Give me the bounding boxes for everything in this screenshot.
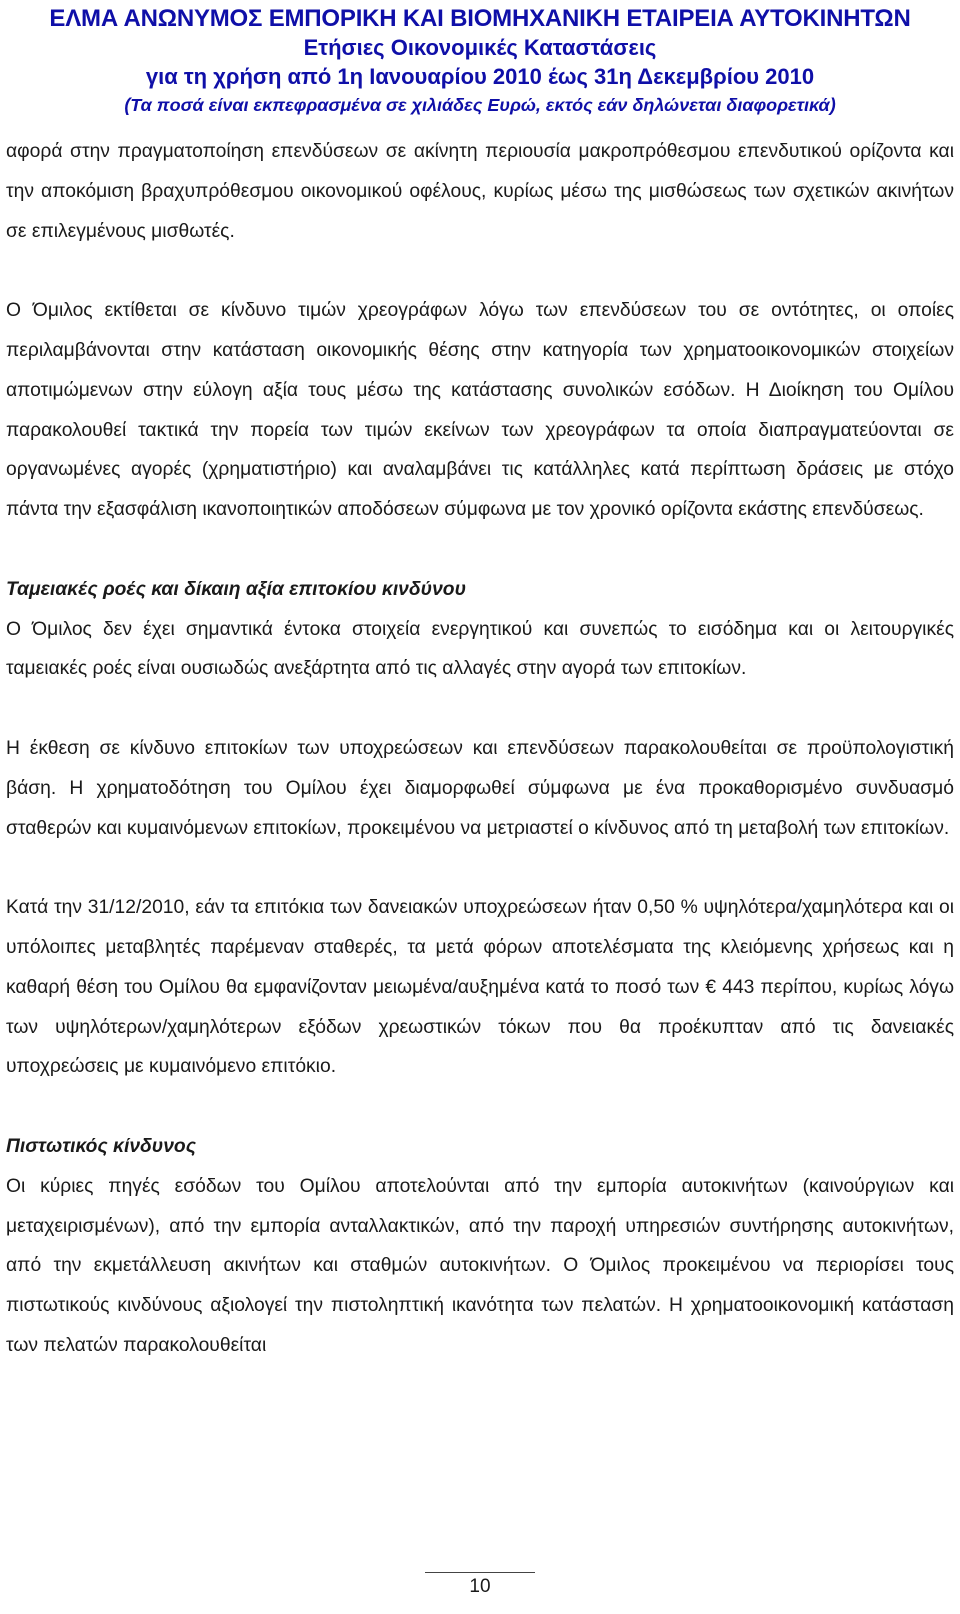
company-name: ΕΛΜΑ ΑΝΩΝΥΜΟΣ ΕΜΠΟΡΙΚΗ ΚΑΙ ΒΙΟΜΗΧΑΝΙΚΗ ΕΤΑΙΡΕΙΑ ΑΥΤΟΚΙΝΗΤΩΝ: [49, 5, 911, 32]
paragraph-interest-assets: Ο Όμιλος δεν έχει σημαντικά έντοκα στοιχεία ενεργητικού και συνεπώς το εισόδημα και οι λειτουργικές ταμειακές ροές είναι ουσιωδώς ανεξάρτητα από τις αλλαγές στην αγορά των επιτοκίων.: [6, 618, 954, 680]
heading-credit-risk: Πιστωτικός κίνδυνος: [6, 1135, 196, 1157]
document-body: [6, 132, 954, 1366]
paragraph-sensitivity: Κατά την 31/12/2010, εάν τα επιτόκια των δανειακών υποχρεώσεων ήταν 0,50 % υψηλότερα/χαμηλότερα και οι υπόλοιπες μεταβλητές παρέμεναν σταθερές, τα μετά φόρων αποτελέσματα της κλειόμενης χρήσεως και η καθαρή θέση του Ομίλου θα εμφανίζονταν μειωμένα/αυξημένα κατά το ποσό των € 443 περίπου, κυρίως λόγω των υψηλότερων/χαμηλότερων εξόδων χρεωστικών τόκων που θα προέκυπταν από τις δανειακές υποχρεώσεις με κυμαινόμενο επιτόκιο.: [6, 897, 954, 1078]
heading-interest-rate-risk: Ταμειακές ροές και δίκαιη αξία επιτοκίου κινδύνου: [6, 578, 466, 600]
paragraph-investment-property: αφορά στην πραγματοποίηση επενδύσεων σε ακίνητη περιουσία μακροπρόθεσμου επενδυτικού ορίζοντα και την αποκόμιση βραχυπρόθεσμου οικονομικού οφέλους, κυρίως μέσω της μισθώσεως των σχετικών ακινήτων σε επιλεγμένους μισθωτές.: [6, 141, 954, 242]
paragraph-interest-exposure: Η έκθεση σε κίνδυνο επιτοκίων των υποχρεώσεων και επενδύσεων παρακολουθείται σε προϋπολογιστική βάση. Η χρηματοδότηση του Ομίλου έχει διαμορφωθεί σύμφωνα με ένα προκαθορισμένο συνδυασμό σταθερών και κυμαινόμενων επιτοκίων, προκειμένου να μετριαστεί ο κίνδυνος από τη μεταβολή των επιτοκίων.: [6, 737, 954, 839]
report-period: για τη χρήση από 1η Ιανουαρίου 2010 έως 31η Δεκεμβρίου 2010: [145, 64, 815, 89]
paragraph-credit-risk: Οι κύριες πηγές εσόδων του Ομίλου αποτελούνται από την εμπορία αυτοκινήτων (καινούργιων και μεταχειρισμένων), από την εμπορία ανταλλακτικών, από την παροχή υπηρεσιών συντήρησης αυτοκινήτων, από την εκμετάλλευση ακινήτων και σταθμών αυτοκινήτων. Ο Όμιλος προκειμένου να περιορίσει τους πιστωτικούς κινδύνους αξιολογεί την πιστοληπτική ικανότητα των πελατών. Η χρηματοοικονομική κατάσταση των πελατών παρακολουθείται: [6, 1175, 954, 1356]
footer-rule: [425, 1572, 535, 1573]
report-title: Ετήσιες Οικονομικές Καταστάσεις: [303, 35, 657, 60]
currency-note: (Τα ποσά είναι εκπεφρασμένα σε χιλιάδες Ευρώ, εκτός εάν δηλώνεται διαφορετικά): [124, 95, 836, 115]
paragraph-price-risk: Ο Όμιλος εκτίθεται σε κίνδυνο τιμών χρεογράφων λόγω των επενδύσεων του σε οντότητες, οι οποίες περιλαμβάνονται στην κατάσταση οικονομικής θέσης στην κατηγορία των χρηματοοικονομικών στοιχείων αποτιμώμενων στην εύλογη αξία τους μέσω της κατάστασης συνολικών εσόδων. Η Διοίκηση του Ομίλου παρακολουθεί τακτικά την πορεία των τιμών εκείνων των χρεογράφων τα οποία διαπραγματεύονται σε οργανωμένες αγορές (χρηματιστήριο) και αναλαμβάνει τις κατάλληλες κατά περίπτωση δράσεις με στόχο πάντα την εξασφάλιση ικανοποιητικών αποδόσεων σύμφωνα με τον χρονικό ορίζοντα εκάστης επενδύσεως.: [6, 300, 954, 521]
page-number: 10: [469, 1576, 491, 1597]
page-footer: [0, 1572, 960, 1599]
page-header: [0, 0, 960, 119]
